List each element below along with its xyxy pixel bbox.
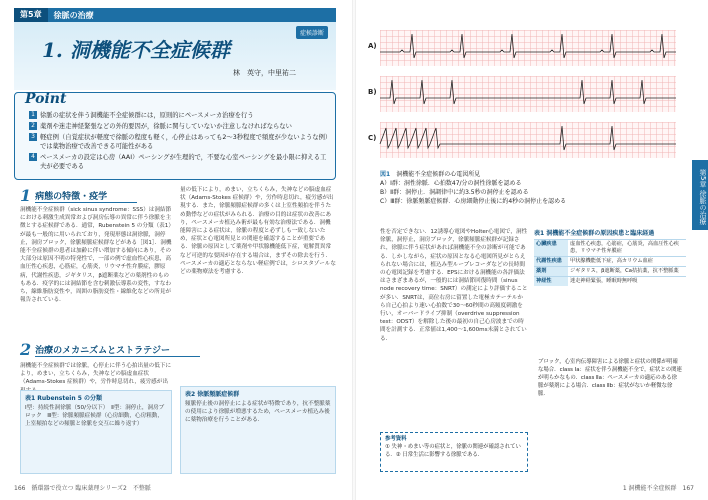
ecg-trace-b: [380, 76, 676, 112]
point-number: 3: [29, 133, 37, 141]
figure-title: 洞機能不全症候群の心電図所見: [396, 171, 481, 178]
chapter-number: 第5章: [14, 8, 48, 22]
page-title: 1. 洞機能不全症候群: [42, 38, 230, 62]
section-2-text: 洞機能不全症候群では徐脈，心停止に伴う心拍出量の低下により，めまい，立ちくらみ，失神などの脳虚血症状（Adams-Stokes 症候群）や，労作時息切れ，疲労感が出: [20, 363, 172, 386]
table-row: 薬剤 ジギタリス，β遮断薬，Ca拮抗薬，抗不整脈薬: [534, 267, 686, 277]
point-number: 1: [29, 111, 37, 119]
info-box-heading: 表1 Rubenstein 5 の分類: [25, 395, 102, 402]
section-1-heading: [20, 186, 137, 205]
table-row: 心臓疾患 虚血性心疾患，心筋症，心筋炎，高血圧性心疾患，リウマチ性弁膜症: [534, 240, 686, 257]
cause-table: [534, 228, 686, 358]
info-box-text: 頻脈停止後の洞停止による症状が特徴であり，抗不整脈薬の使用により徐脈が増悪するため，ペースメーカ植込み後に薬物治療を行うことがある．: [185, 401, 331, 424]
chapter-title: 徐脈の治療: [53, 10, 94, 20]
authors: 林 英守，中里祐二: [233, 69, 296, 77]
memo-title: 参考資料: [385, 436, 407, 442]
chapter-side-tab: 第5章 徐脈の治療: [692, 160, 708, 230]
info-box-1: [20, 390, 172, 474]
ecg-strip-c: [368, 122, 676, 158]
point-item: 2 薬剤や迷走神経緊張などの外的要因が，徐脈に関与していないか注意しなければならない: [29, 122, 329, 131]
right-page: [354, 0, 708, 500]
table: [534, 239, 686, 286]
info-box-text: Ⅰ型：持続性洞徐脈（50/分以下） Ⅱ型：洞停止，洞房ブロック Ⅲ型：徐脈頻脈症候群（心房細動，心房粗動，上室頻拍などの頻脈と徐脈を交互に繰り返す）: [25, 405, 165, 428]
point-list: [29, 111, 329, 173]
title-box: [14, 22, 336, 90]
section-title: 病態の特徴・疫学: [35, 189, 137, 203]
point-item: 4 ペースメーカの設定は心房（AAI）ペーシングが生理的で，不要な心室ペーシングを最小限に抑える工夫が必要である: [29, 153, 329, 171]
ecg-trace-a: [380, 30, 676, 66]
table-row: 代謝性疾患 甲状腺機能低下症，高カリウム血症: [534, 257, 686, 267]
diagnosis-badge: 症候診断: [296, 26, 328, 39]
table-title: 表1 洞機能不全症候群の原因疾患と臨床経過: [534, 230, 655, 237]
ecg-label: C): [368, 134, 377, 142]
figure-item: C）Ⅲ群：徐脈頻脈症候群．心房細動停止後に約4秒の洞停止を認める: [380, 198, 567, 205]
section-1-text: 洞機能不全症候群（sick sinus syndrome：SSS）は洞結節における刺激生成異常および洞房伝導の異常に伴う徐脈を主徴とする症候群である．通常，Rubenstein 5 の分類（表1）が最も一般的に用いられており，発現形態は洞徐脈，洞停止，洞房ブロック，徐脈頻脈症候群などがある［図1］．洞機能不全症候群の患者は加齢に伴い増加する傾向にあり，その大部分は原因不明の特発性で，一部の例で虚血性心疾患，高血圧性心疾患，心筋症，心筋炎，リウマチ性弁膜症，膠原病，代謝性疾患，ジギタリス，β遮断薬などの薬剤性のものもある．疫学的には洞結節を含む刺激伝導系の変性，すなわち，線維脂肪変性や，周囲の脂肪変性・線維化などの所見が報告されている．: [20, 207, 172, 304]
right-main-text: 性を否定できない．12誘導心電図やHolter心電図で，洞性徐脈，洞停止，洞房ブロック，徐脈頻脈症候群が記録され，徐脈に伴う症状があれば洞機能不全の診断が可能である．しかしながら，症状の原因となる心電図所見がとらえられない場合には，植込み型ループレコーダなどの長時間の心電図記録を考慮する．EPSにおける洞機能の各評価法はさまざまあるが，一般的には洞結節回復時間（sinus node recovery time：SNRT）の測定により評価することが多い．SNRTは，高位右房に留置した電極カテーテルから自己心拍より速い心拍数で30〜60秒間の高頻度刺激を行い，オーバードライブ抑制（overdrive suppression test：ODST）を解除した後の最初の自己心房波までの時間を計測する．正常値は1,400〜1,600ms未満とされている．: [380, 229, 528, 342]
ecg-label: A): [368, 42, 377, 50]
point-box: [14, 92, 336, 180]
point-item: 3 軽症例（自覚症状が軽度で徐脈の程度も軽く，心停止はあっても2〜3秒程度で頻度が少ないような例）では薬物治療で改善できる可能性がある: [29, 133, 329, 151]
ecg-figure: [368, 30, 676, 160]
chapter-bar: [14, 8, 336, 22]
figure-item: A）Ⅰ群：洞性徐脈．心拍数47/分の洞性徐脈を認める: [380, 180, 522, 187]
point-item: 1 徐脈の症状を伴う洞機能不全症候群には，原則的にペースメーカ治療を行う: [29, 111, 329, 120]
point-heading: Point: [25, 91, 67, 107]
page-footer: 166 循環器で役立つ 臨床薬理シリーズ2 不整脈: [14, 485, 151, 492]
info-box-heading: 表2 徐脈頻脈症候群: [185, 391, 240, 398]
ecg-strip-b: [368, 76, 676, 112]
section-2-heading: [20, 340, 200, 359]
memo-text: ① 失神・めまい等の症状と，徐脈の関連が確認されている．② 日常生活に影響する徐脈である．: [385, 444, 521, 458]
section-number: 2: [20, 340, 32, 359]
figure-caption: [380, 170, 680, 206]
ecg-trace-c: [380, 122, 676, 158]
table-row: 神経性 迷走神経緊張，睡眠時無呼吸: [534, 277, 686, 287]
figure-number: 図1: [380, 171, 391, 178]
point-number: 2: [29, 122, 37, 130]
section-number: 1: [20, 186, 32, 205]
figure-item: B）Ⅱ群：洞停止．洞調律中に約3.5秒の洞停止を認める: [380, 189, 529, 196]
section-title: 治療のメカニズムとストラテジー: [35, 343, 200, 357]
memo-box: [380, 432, 528, 472]
ecg-label: B): [368, 88, 377, 96]
info-box-2: [180, 386, 336, 474]
middle-column-text: 量の低下により，めまい，立ちくらみ，失神などの脳虚血症状（Adams-Stokes 症候群）や，労作時息切れ，疲労感が出現する．また，徐脈頻脈症候群の多くは上室性頻拍を伴うため動悸などの症状がみられる．治療の目的は症状の改善にあり，ペースメーカ植込み術が最も有効な治療法である．洞機能障害による症状は，徐脈の程度と必ずしも一致しないため，症状と心電図所見との関連を確認することが重要である．徐脈の原因として薬剤や甲状腺機能低下症，電解質異常など可逆的な要因が存在する場合は，まずその除去を行う．ペースメーカの適応とならない軽症例では，シロスタゾールなどの薬物療法を考慮する．: [180, 187, 336, 276]
point-number: 4: [29, 153, 37, 161]
ecg-strip-a: [368, 30, 676, 66]
page-footer: 1 洞機能不全症候群 167: [622, 485, 694, 492]
class-text: ブロック，心室内伝導障害による徐脈と症状の関係が明確な場合．class Ⅰa：症状を伴う洞機能不全で，症状との関連が明らかなもの．class Ⅱa：ペースメーカの適応のある徐脈が薬剤による場合．class Ⅱb：症状がないか軽微な徐脈．: [538, 359, 682, 397]
